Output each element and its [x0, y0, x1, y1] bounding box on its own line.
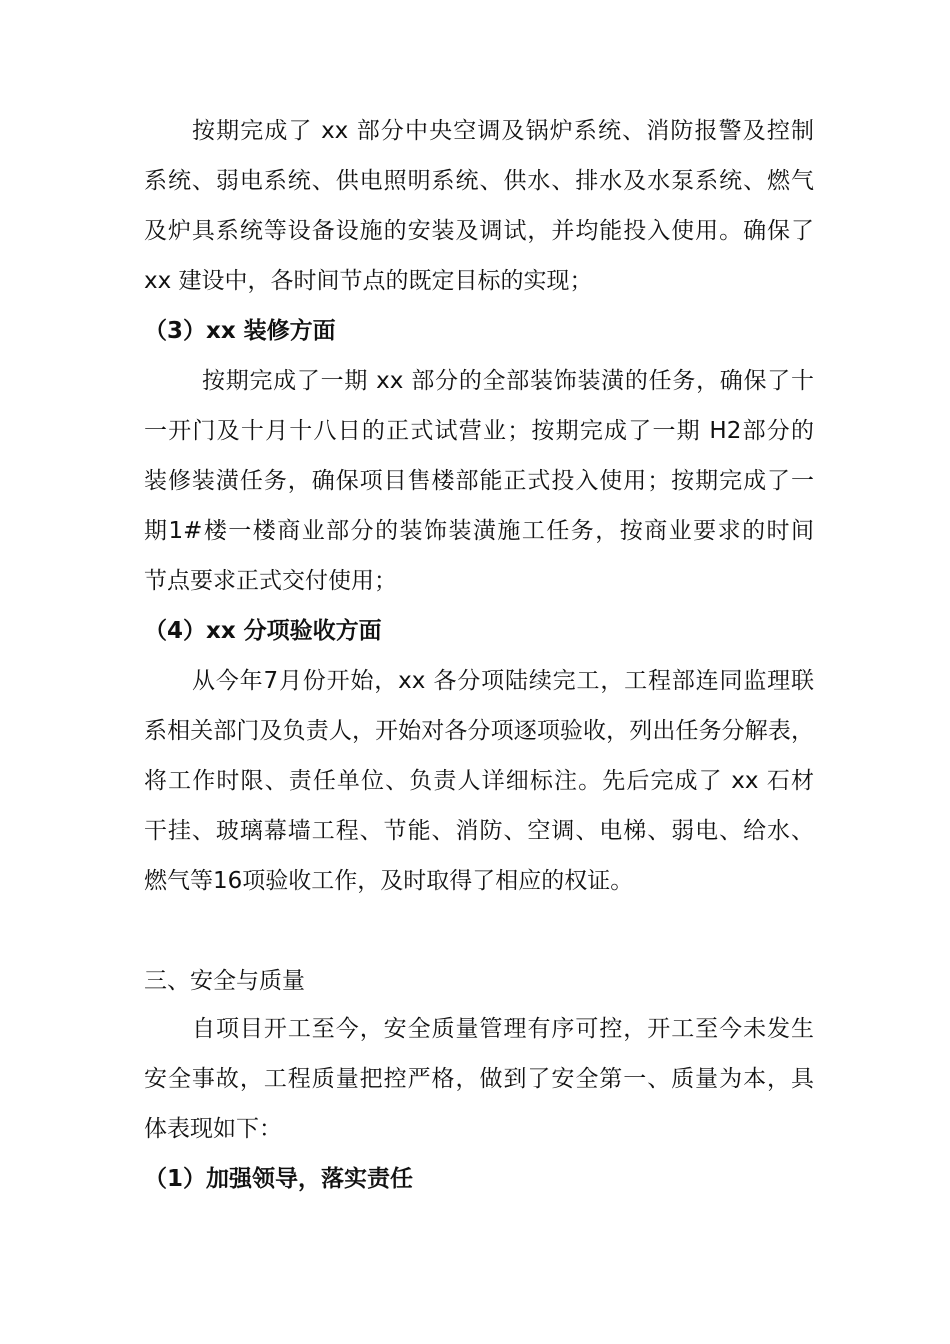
subsection-heading: （1）加强领导，落实责任	[144, 1166, 414, 1192]
paragraph-line: 按期完成了一期 xx 部分的全部装饰装潢的任务，确保了十	[202, 368, 814, 394]
paragraph-line: 将工作时限、责任单位、负责人详细标注。先后完成了 xx 石材	[144, 768, 814, 794]
paragraph-line: 按期完成了 xx 部分中央空调及锅炉系统、消防报警及控制	[192, 118, 814, 144]
paragraph-line: 从今年7月份开始，xx 各分项陆续完工，工程部连同监理联	[192, 668, 814, 694]
paragraph-line: 安全事故，工程质量把控严格，做到了安全第一、质量为本，具	[144, 1066, 814, 1092]
paragraph-line: 装修装潢任务，确保项目售楼部能正式投入使用；按期完成了一	[144, 468, 814, 494]
paragraph-line: 体表现如下：	[144, 1116, 282, 1142]
paragraph-line: xx 建设中，各时间节点的既定目标的实现；	[144, 268, 593, 294]
paragraph-line: 自项目开工至今，安全质量管理有序可控，开工至今未发生	[192, 1016, 814, 1042]
section-heading: 三、安全与质量	[144, 968, 305, 994]
paragraph-line: 节点要求正式交付使用；	[144, 568, 397, 594]
paragraph-line: 系统、弱电系统、供电照明系统、供水、排水及水泵系统、燃气	[144, 168, 814, 194]
paragraph-line: 燃气等16项验收工作，及时取得了相应的权证。	[144, 868, 634, 894]
paragraph-line: 期1#楼一楼商业部分的装饰装潢施工任务，按商业要求的时间	[144, 518, 814, 544]
paragraph-line: 及炉具系统等设备设施的安装及调试，并均能投入使用。确保了	[144, 218, 814, 244]
subsection-heading: （4）xx 分项验收方面	[144, 618, 382, 644]
paragraph-line: 一开门及十月十八日的正式试营业；按期完成了一期 H2部分的	[144, 418, 814, 444]
subsection-heading: （3）xx 装修方面	[144, 318, 336, 344]
paragraph-line: 系相关部门及负责人，开始对各分项逐项验收，列出任务分解表，	[144, 718, 814, 744]
paragraph-line: 干挂、玻璃幕墙工程、节能、消防、空调、电梯、弱电、给水、	[144, 818, 814, 844]
